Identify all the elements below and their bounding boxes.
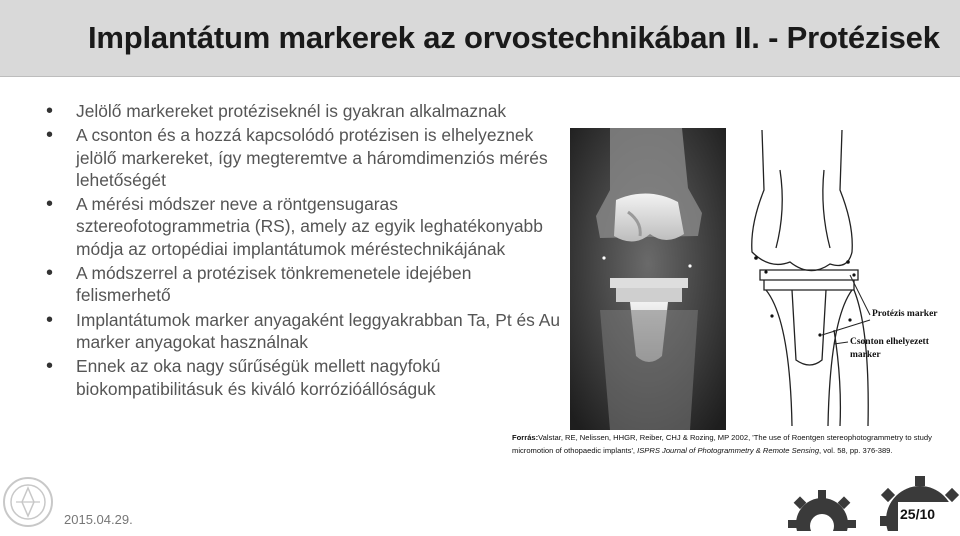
knee-prosthesis-drawing (730, 130, 958, 426)
knee-xray-image (570, 128, 726, 430)
source-citation (512, 432, 952, 457)
xray-graphic (570, 128, 726, 430)
bullet-item: • A mérési módszer neve a röntgensugaras sztereofotogrammetria (RS), amely az egyik leghatékonyabb módja az ortopédiai implantátumok méréstechnikájának (46, 193, 566, 260)
source-journal: ISPRS Journal of Photogrammetry & Remote Sensing (637, 445, 820, 455)
gears-decoration (770, 472, 960, 531)
footer-date: 2015.04.29. (64, 512, 133, 527)
page-number: 25/10 (900, 506, 936, 522)
seal-graphic (2, 476, 54, 528)
gears-graphic (770, 472, 960, 531)
title-bar (0, 0, 960, 77)
slide-title: Implantátum markerek az orvostechnikában II. - Protézisek (88, 20, 940, 55)
bullet-item: • Ennek az oka nagy sűrűségük mellett nagyfokú biokompatibilitásuk és kiváló korrózióállóságuk (46, 355, 566, 400)
source-text-2: , vol. 58, pp. 376-389. (819, 445, 893, 455)
source-prefix: Forrás: (512, 433, 539, 442)
label-bone-marker-line2: marker (850, 350, 881, 360)
label-bone-marker-line1: Csonton elhelyezett (850, 337, 929, 347)
bullet-item: • A módszerrel a protézisek tönkremenetele idejében felismerhető (46, 262, 566, 307)
drawing-graphic (730, 130, 958, 426)
bullet-list (46, 100, 566, 402)
bullet-item: • Implantátumok marker anyagaként leggyakrabban Ta, Pt és Au marker anyagokat használnak (46, 309, 566, 354)
bullet-item: • Jelölő markereket protéziseknél is gyakran alkalmaznak (46, 100, 566, 122)
label-prosthesis-marker: Protézis marker (872, 309, 938, 319)
bullet-item: • A csonton és a hozzá kapcsolódó protézisen is elhelyeznek jelölő markereket, így megteremtve a háromdimenziós mérés lehetőségét (46, 124, 566, 191)
source-text-1: Valstar, RE, Nelissen, HHGR, Reiber, CHJ & Rozing, MP 2002, 'The use of Roentgen stereophotogrammetry to study micromotion of othopaedic implants', (512, 433, 932, 455)
university-seal-logo (2, 476, 54, 528)
